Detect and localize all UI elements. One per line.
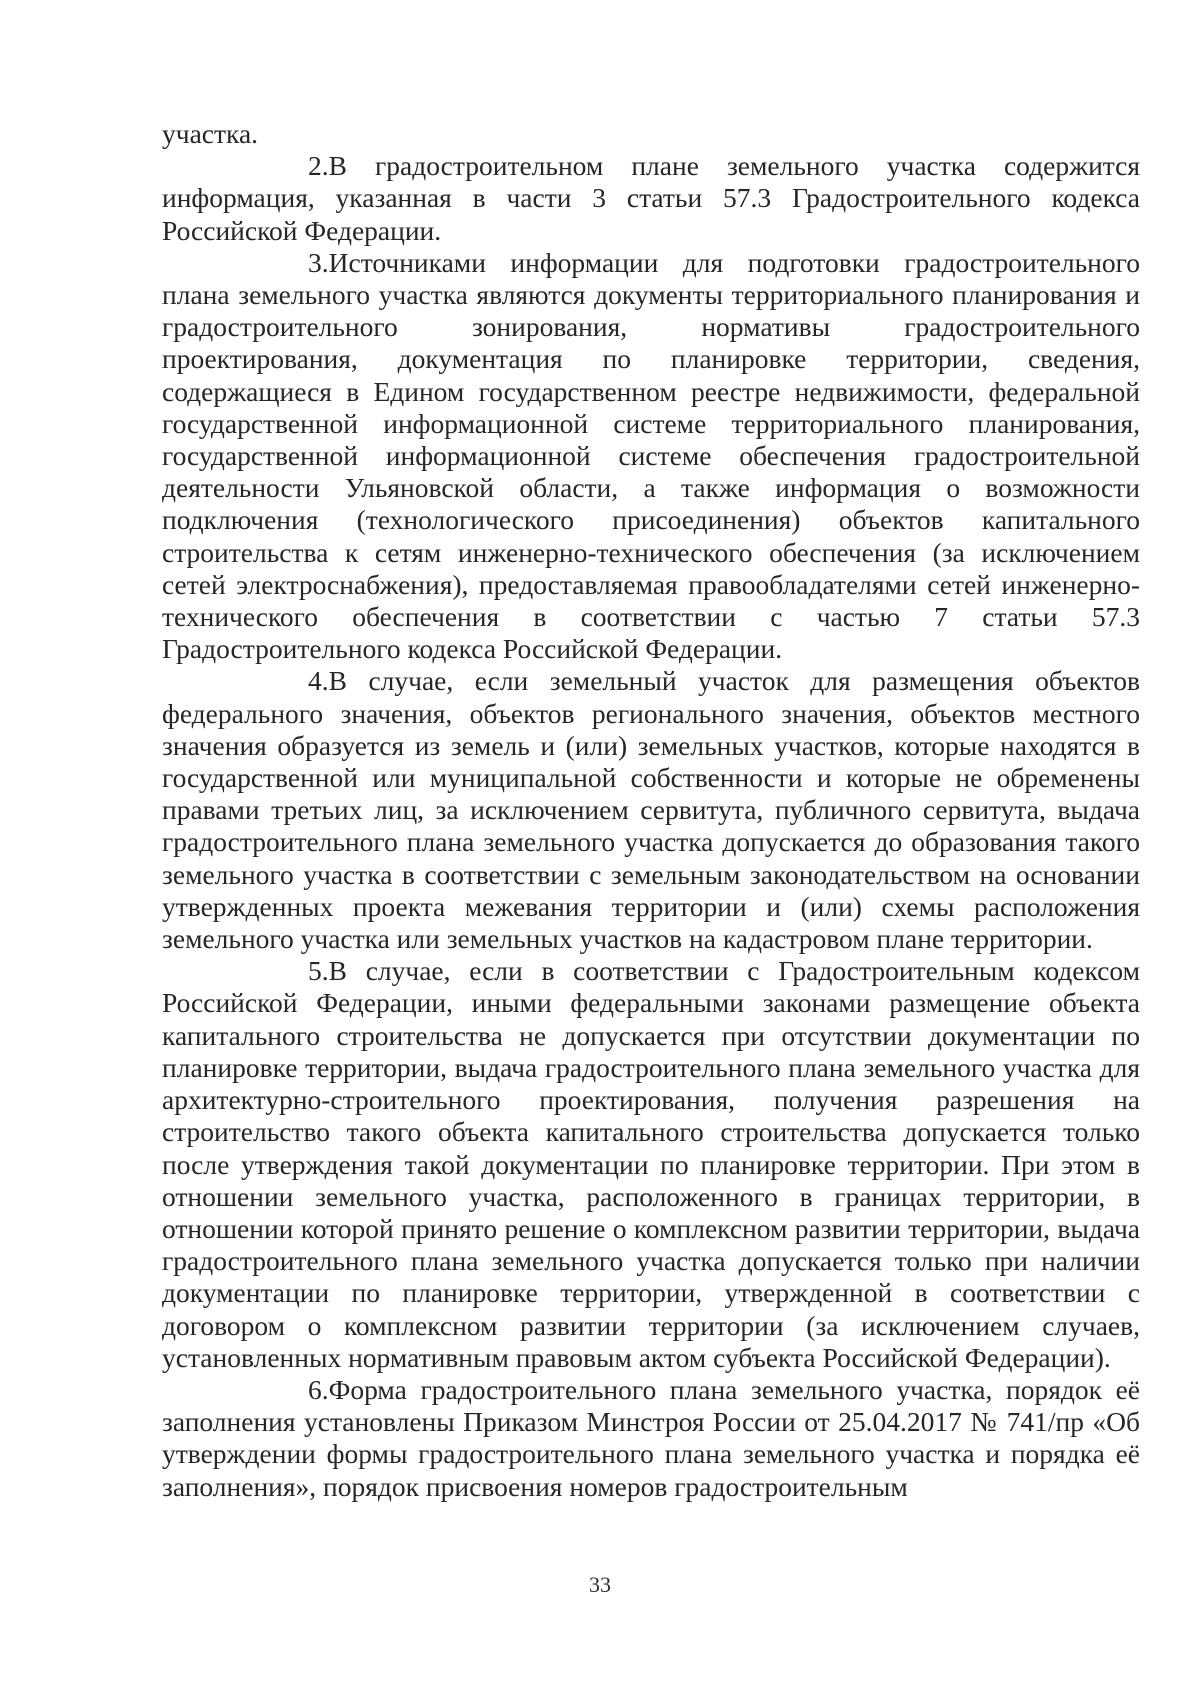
document-body [162,118,1140,1503]
page-number: 33 [589,1572,611,1597]
paragraph-number: 5. [308,955,329,987]
paragraph-text: Форма градостроительного плана земельного участка, порядок её заполнения установлены Приказом Минстроя России от 25.04.2017 № 741/пр «Об утверждении формы градостроительного плана земельного участка и порядка её заполнения», порядок присвоения номеров градостроительным [162,1373,1140,1502]
paragraph-2 [162,150,1140,247]
paragraph-4 [162,665,1140,955]
paragraph-number: 3. [308,246,329,278]
paragraph-6 [162,1374,1140,1503]
paragraph-5 [162,955,1140,1374]
paragraph-text: В случае, если в соответствии с Градостроительным кодексом Российской Федерации, иными федеральными законами размещение объекта капитального строительства не допускается при отсутствии документации по планировке территории, выдача градостроительного плана земельного участка для архитектурно-строительного проектирования, получения разрешения на строительство такого объекта капитального строительства допускается только после утверждения такой документации по планировке территории. При этом в отношении земельного участка, расположенного в границах территории, в отношении которой принято решение о комплексном развитии территории, выдача градостроительного плана земельного участка допускается только при наличии документации по планировке территории, утвержденной в соответствии с договором о комплексном развитии территории (за исключением случаев, установленных нормативным правовым актом субъекта Российской Федерации). [162,955,1140,1373]
paragraph-text: В градостроительном плане земельного участка содержится информация, указанная в части 3 статьи 57.3 Градостроительного кодекса Российской Федерации. [162,150,1140,246]
paragraph-number: 6. [308,1373,329,1405]
continuation-text: участка. [162,118,259,149]
paragraph-number: 4. [308,665,329,697]
paragraph-text: Источниками информации для подготовки градостроительного плана земельного участка являются документы территориального планирования и градостроительного зонирования, нормативы градостроительного проектирования, документация по планировке территории, сведения, содержащиеся в Едином государственном реестре недвижимости, федеральной государственной информационной системе территориального планирования, государственной информационной системе обеспечения градостроительной деятельности Ульяновской области, а также информация о возможности подключения (технологического присоединения) объектов капитального строительства к сетям инженерно-технического обеспечения (за исключением сетей электроснабжения), предоставляемая правообладателями сетей инженерно-технического обеспечения в соответствии с частью 7 статьи 57.3 Градостроительного кодекса Российской Федерации. [162,246,1140,665]
paragraph-number: 2. [308,150,329,182]
paragraph-3 [162,247,1140,666]
paragraph-text: В случае, если земельный участок для размещения объектов федерального значения, объектов регионального значения, объектов местного значения образуется из земель и (или) земельных участков, которые находятся в государственной или муниципальной собственности и которые не обременены правами третьих лиц, за исключением сервитута, публичного сервитута, выдача градостроительного плана земельного участка допускается до образования такого земельного участка в соответствии с земельным законодательством на основании утвержденных проекта межевания территории и (или) схемы расположения земельного участка или земельных участков на кадастровом плане территории. [162,665,1140,955]
